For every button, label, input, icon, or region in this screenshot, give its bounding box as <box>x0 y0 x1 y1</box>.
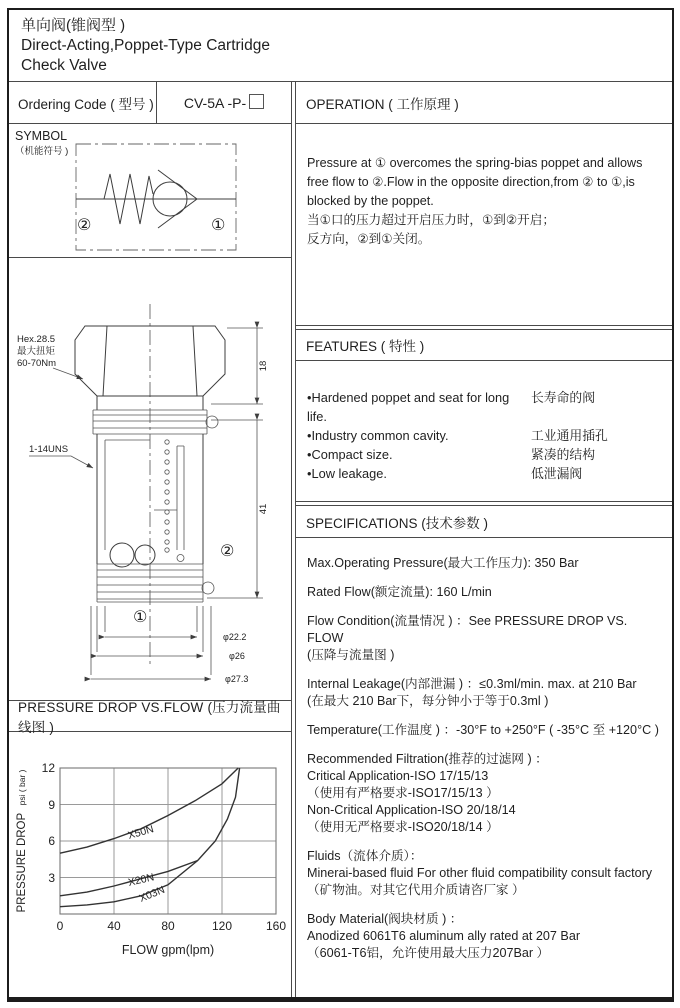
ordering-option-box-icon <box>249 94 264 109</box>
left-column <box>9 82 292 997</box>
spec-paragraph <box>307 848 664 899</box>
spec-line: Rated Flow(额定流量): 160 L/min <box>307 585 492 599</box>
diameter-dimensions <box>91 606 248 684</box>
spec-line: Fluids（流体介质）： <box>307 849 423 863</box>
spec-line: （使用无严格要求-ISO20/18/14 ） <box>307 820 499 834</box>
symbol-subtitle: （机能符号 ) <box>15 146 69 157</box>
spec-line: Internal Leakage(内部泄漏 ) ：≤0.3ml/min. max. at 210 Bar <box>307 677 637 691</box>
operation-content <box>296 124 672 326</box>
drawing-port-1: ① <box>133 609 148 626</box>
ordering-code-value <box>157 82 291 123</box>
spring-section-dots <box>165 440 169 552</box>
symbol-section <box>9 124 291 258</box>
ordering-code-label: Ordering Code ( 型号 ) <box>9 82 157 123</box>
check-valve-symbol-diagram <box>9 124 290 256</box>
x-tick-120: 120 <box>211 919 233 933</box>
chart-section <box>9 732 291 997</box>
spec-line: Non-Critical Application-ISO 20/18/14 <box>307 803 516 817</box>
feature-item <box>307 426 664 445</box>
spec-line: Flow Condition(流量情况 ) ：See PRESSURE DROP VS. FLOW <box>307 614 628 645</box>
spec-line: Minerai-based fluid For other fluid compatibility consult factory <box>307 866 653 880</box>
x-axis-label: FLOW gpm(lpm) <box>121 943 215 957</box>
symbol-title: SYMBOL <box>15 129 68 143</box>
feature-text-en: •Industry common cavity. <box>307 428 449 443</box>
thread-label: 1-14UNS <box>29 444 69 455</box>
curve-label-x50n: X50N <box>126 823 156 842</box>
thread-callout <box>29 444 93 468</box>
spec-paragraph <box>307 751 664 836</box>
spec-line: (在最大 210 Bar下，每分钟小于等于0.3ml ) <box>307 694 549 708</box>
symbol-port-1: ① <box>211 217 226 234</box>
chart-gridlines <box>60 768 276 914</box>
title-block <box>9 10 672 82</box>
y-tick-12: 12 <box>41 761 55 775</box>
feature-text-zh: 紧凑的结构 <box>531 447 595 462</box>
operation-text-zh2: 反方向，②到①关闭。 <box>307 232 431 246</box>
feature-text-en: •Low leakage. <box>307 466 387 481</box>
y-axis-label: PRESSURE DROP psi ( bar ) <box>16 769 28 913</box>
spec-paragraph <box>307 584 664 601</box>
spec-paragraph <box>307 676 664 710</box>
dimension-18 <box>211 328 269 404</box>
hex-label-line2: 最大扭矩 <box>17 346 56 357</box>
hex-label-line1: Hex.28.5 <box>17 334 56 345</box>
operation-text-zh1: 当①口的压力超过开启压力时，①到②开启； <box>307 213 555 227</box>
feature-text-zh: 长寿命的阀 <box>531 390 595 405</box>
page-title-en-line2: Check Valve <box>21 57 107 74</box>
ordering-code-prefix: CV-5A -P- <box>183 94 247 111</box>
feature-item <box>307 388 664 426</box>
spec-line: Temperature(工作温度 ) ：-30°F to +250°F ( -35°C 至 +120°C ) <box>307 723 659 737</box>
feature-text-en: •Hardened poppet and seat for long life. <box>307 390 510 424</box>
spec-line: （矿物油。对其它代用介质请咨厂家 ） <box>307 883 525 897</box>
feature-text-zh: 低泄漏阀 <box>531 466 583 481</box>
page-title-zh: 单向阀(锥阀型 ) <box>21 17 126 34</box>
spec-line: （6061-T6铝，允许使用最大压力207Bar ） <box>307 946 550 960</box>
features-content <box>296 361 672 502</box>
right-column <box>295 82 672 997</box>
spec-line: Recommended Filtration(推荐的过滤网 ) ： <box>307 752 548 766</box>
features-title: FEATURES ( 特性 ) <box>306 339 425 354</box>
hex-label-line3: 60-70Nm <box>17 358 57 369</box>
datasheet-page <box>7 8 674 1002</box>
spec-line: Body Material(阀块材质 ) ： <box>307 912 463 926</box>
spec-line: Max.Operating Pressure(最大工作压力): 350 Bar <box>307 556 579 570</box>
features-section-header <box>296 329 672 361</box>
specifications-section-header <box>296 505 672 538</box>
y-tick-3: 3 <box>48 871 55 885</box>
operation-section-header <box>296 82 672 124</box>
spec-paragraph <box>307 613 664 664</box>
x-tick-0: 0 <box>56 919 64 933</box>
specifications-title: SPECIFICATIONS (技术参数 ) <box>306 515 489 531</box>
feature-item <box>307 464 664 483</box>
page-title-en-line1: Direct-Acting,Poppet-Type Cartridge <box>21 37 270 54</box>
spec-paragraph <box>307 555 664 572</box>
dia-mid-label: φ26 <box>229 651 245 661</box>
hex-torque-callout <box>17 334 83 379</box>
spec-line: Critical Application-ISO 17/15/13 <box>307 769 489 783</box>
x-tick-80: 80 <box>161 919 175 933</box>
spec-line: (压降与流量图 ) <box>307 648 395 662</box>
spec-paragraph <box>307 722 664 739</box>
dimension-drawing-section <box>9 258 291 701</box>
valve-body <box>93 396 218 602</box>
symbol-boundary-box <box>76 144 236 250</box>
x-tick-40: 40 <box>107 919 121 933</box>
drawing-port-2: ② <box>220 543 235 560</box>
dimension-41 <box>207 420 269 598</box>
cartridge-valve-drawing <box>9 258 290 699</box>
curve-label-x20n: X20N <box>126 871 156 889</box>
chart-section-header <box>9 700 291 735</box>
chart-curves <box>60 768 240 907</box>
dim-41-label: 41 <box>258 503 269 515</box>
spec-paragraph <box>307 911 664 962</box>
curve-X50N <box>60 768 238 853</box>
feature-item <box>307 445 664 464</box>
spec-line: Anodized 6061T6 aluminum ally rated at 207 Bar <box>307 929 581 943</box>
x-tick-160: 160 <box>265 919 287 933</box>
symbol-port-2: ② <box>77 217 92 234</box>
curve-X03N <box>60 768 240 907</box>
dim-18-label: 18 <box>258 360 269 372</box>
dia-nose-label: φ22.2 <box>223 632 247 642</box>
y-tick-6: 6 <box>48 834 55 848</box>
curve-label-x03n: X03N <box>137 883 167 905</box>
chart-title: PRESSURE DROP VS.FLOW (压力流量曲线图 ) <box>18 700 281 735</box>
specifications-content <box>296 538 672 997</box>
dia-max-label: φ27.3 <box>225 674 249 684</box>
y-tick-9: 9 <box>48 798 55 812</box>
pressure-drop-flow-chart <box>9 732 290 996</box>
operation-title: OPERATION ( 工作原理 ) <box>306 96 459 112</box>
spec-line: （使用有严格要求-ISO17/15/13 ） <box>307 786 499 800</box>
operation-text-en: Pressure at ① overcomes the spring-bias poppet and allows free flow to ②.Flow in the opposite direction,from ② to ①,is blocked by the poppet. <box>307 156 643 208</box>
feature-text-zh: 工业通用插孔 <box>531 428 608 443</box>
feature-text-en: •Compact size. <box>307 447 393 462</box>
ordering-code-row <box>9 82 291 124</box>
